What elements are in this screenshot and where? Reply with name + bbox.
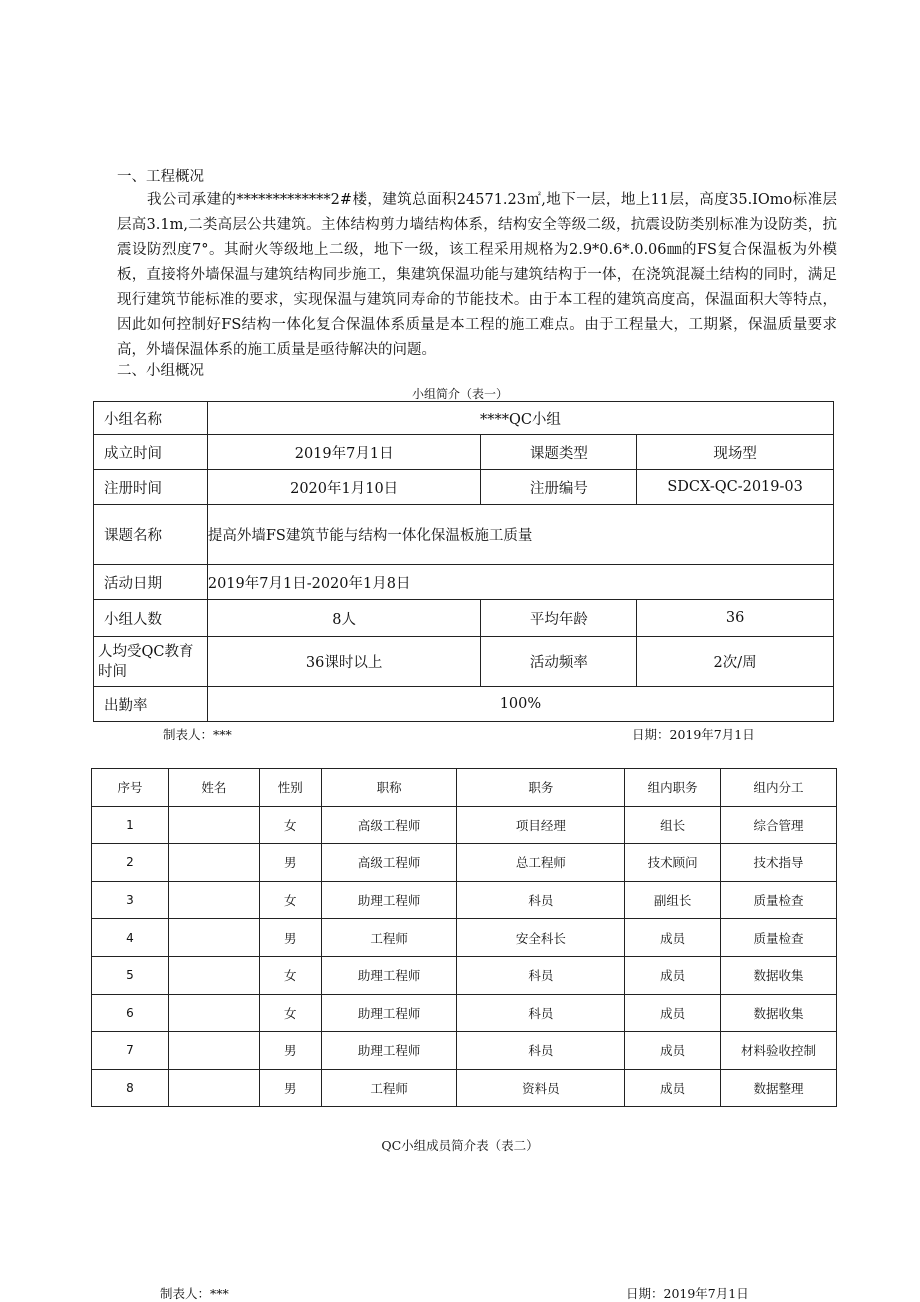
- table-cell: 女: [259, 881, 321, 919]
- table-cell: 5: [92, 956, 169, 994]
- table-cell: 成员: [625, 1032, 721, 1070]
- table2-date: 日期：2019年7月1日: [626, 1286, 749, 1301]
- table-cell: 助理工程师: [321, 881, 457, 919]
- table-cell: 工程师: [321, 1069, 457, 1107]
- column-header: 组内职务: [625, 769, 721, 807]
- column-header: 性别: [259, 769, 321, 807]
- column-header: 姓名: [168, 769, 259, 807]
- table-row: [92, 881, 837, 919]
- activity-date-label: 活动日期: [94, 565, 208, 600]
- table-cell: 6: [92, 994, 169, 1032]
- table-row: [94, 600, 834, 637]
- table-cell: 数据整理: [721, 1069, 837, 1107]
- table1-maker: 制表人：***: [163, 727, 232, 742]
- table-row: [92, 956, 837, 994]
- table-cell: 助理工程师: [321, 1032, 457, 1070]
- edu-value: 36课时以上: [207, 637, 481, 687]
- avg-age-label: 平均年龄: [481, 600, 637, 637]
- table-cell: 科员: [457, 994, 625, 1032]
- table-cell: 成员: [625, 919, 721, 957]
- table-cell: 女: [259, 806, 321, 844]
- table-cell: 副组长: [625, 881, 721, 919]
- table-row: [94, 637, 834, 687]
- table-row: [92, 1069, 837, 1107]
- table-cell: [168, 994, 259, 1032]
- member-table: [91, 768, 837, 1107]
- registered-value: 2020年1月10日: [207, 470, 481, 505]
- column-header: 组内分工: [721, 769, 837, 807]
- group-info-table: [93, 401, 834, 722]
- table-row: [92, 806, 837, 844]
- project-overview-paragraph: 我公司承建的*************2#楼，建筑总面积24571.23㎡,地下一层，地上11层，高度35.IOmo标准层层高3.1m,二类高层公共建筑。主体结构剪力墙结构体系，结构安全等级二级，抗震设防类别标准为设防类，抗震设防烈度7°。其耐火等级地上二级，地下一级，该工程采用规格为2.9*0.6*.0.06㎜的FS复合保温板为外模板，直接将外墙保温与建筑结构同步施工，集建筑保温功能与建筑结构于一体，在浇筑混凝土结构的同时，满足现行建筑节能标准的要求，实现保温与建筑同寿命的节能技术。由于本工程的建筑高度高，保温面积大等特点，因此如何控制好FS结构一体化复合保温体系质量是本工程的施工难点。由于工程量大，工期紧，保温质量要求高，外墙保温体系的施工质量是亟待解决的问题。: [117, 192, 837, 358]
- table-cell: 质量检查: [721, 919, 837, 957]
- table-cell: 组长: [625, 806, 721, 844]
- table-cell: [168, 881, 259, 919]
- members-value: 8人: [207, 600, 481, 637]
- table-cell: [168, 1069, 259, 1107]
- table-cell: 女: [259, 956, 321, 994]
- registered-label: 注册时间: [94, 470, 208, 505]
- table-cell: 高级工程师: [321, 844, 457, 882]
- table-cell: 数据收集: [721, 994, 837, 1032]
- freq-label: 活动频率: [481, 637, 637, 687]
- reg-no-label: 注册编号: [481, 470, 637, 505]
- table-cell: [168, 844, 259, 882]
- table-row: [94, 687, 834, 722]
- table-cell: 男: [259, 919, 321, 957]
- table-cell: [168, 806, 259, 844]
- attendance-value: 100%: [207, 687, 833, 722]
- column-header: 职称: [321, 769, 457, 807]
- table-cell: 技术指导: [721, 844, 837, 882]
- table-cell: 女: [259, 994, 321, 1032]
- table-row: [94, 505, 834, 565]
- table-cell: 数据收集: [721, 956, 837, 994]
- group-name-value: ****QC小组: [207, 402, 833, 435]
- column-header: 职务: [457, 769, 625, 807]
- table-cell: [168, 956, 259, 994]
- table-row: [94, 435, 834, 470]
- table-cell: [168, 919, 259, 957]
- table-cell: 4: [92, 919, 169, 957]
- edu-label: 人均受QC教育时间: [94, 637, 208, 687]
- table-row: [92, 994, 837, 1032]
- founded-label: 成立时间: [94, 435, 208, 470]
- reg-no-value: SDCX-QC-2019-03: [637, 470, 834, 505]
- table-cell: [168, 1032, 259, 1070]
- group-name-label: 小组名称: [94, 402, 208, 435]
- table-header-row: [92, 769, 837, 807]
- members-label: 小组人数: [94, 600, 208, 637]
- avg-age-value: 36: [637, 600, 834, 637]
- table-cell: 材料验收控制: [721, 1032, 837, 1070]
- table-cell: 成员: [625, 956, 721, 994]
- table-row: [92, 844, 837, 882]
- table-cell: 成员: [625, 1069, 721, 1107]
- table-row: [94, 470, 834, 505]
- section2-heading: 二、小组概况: [117, 363, 204, 379]
- table-cell: 男: [259, 844, 321, 882]
- table-cell: 质量检查: [721, 881, 837, 919]
- table-row: [94, 402, 834, 435]
- table-cell: 工程师: [321, 919, 457, 957]
- table-cell: 7: [92, 1032, 169, 1070]
- section1-heading: 一、工程概况: [117, 169, 204, 185]
- founded-value: 2019年7月1日: [207, 435, 481, 470]
- table2-maker: 制表人：***: [160, 1286, 229, 1301]
- table-cell: 成员: [625, 994, 721, 1032]
- table-cell: 2: [92, 844, 169, 882]
- table-cell: 助理工程师: [321, 956, 457, 994]
- table-cell: 8: [92, 1069, 169, 1107]
- topic-type-value: 现场型: [637, 435, 834, 470]
- table-cell: 3: [92, 881, 169, 919]
- table-cell: 综合管理: [721, 806, 837, 844]
- table-cell: 科员: [457, 1032, 625, 1070]
- table-row: [92, 919, 837, 957]
- table-cell: 助理工程师: [321, 994, 457, 1032]
- table-cell: 男: [259, 1069, 321, 1107]
- topic-type-label: 课题类型: [481, 435, 637, 470]
- table-cell: 技术顾问: [625, 844, 721, 882]
- table1-date: 日期：2019年7月1日: [632, 727, 755, 742]
- freq-value: 2次/周: [637, 637, 834, 687]
- table-cell: 高级工程师: [321, 806, 457, 844]
- topic-value: 提高外墙FS建筑节能与结构一体化保温板施工质量: [207, 505, 833, 565]
- table-cell: 资料员: [457, 1069, 625, 1107]
- activity-date-value: 2019年7月1日-2020年1月8日: [207, 565, 833, 600]
- table1-caption: 小组简介（表一）: [411, 387, 508, 401]
- attendance-label: 出勤率: [94, 687, 208, 722]
- topic-label: 课题名称: [94, 505, 208, 565]
- table-cell: 总工程师: [457, 844, 625, 882]
- table-row: [92, 1032, 837, 1070]
- table-cell: 项目经理: [457, 806, 625, 844]
- column-header: 序号: [92, 769, 169, 807]
- table-row: [94, 565, 834, 600]
- table-cell: 男: [259, 1032, 321, 1070]
- table-cell: 科员: [457, 881, 625, 919]
- table-cell: 1: [92, 806, 169, 844]
- table-cell: 科员: [457, 956, 625, 994]
- table-cell: 安全科长: [457, 919, 625, 957]
- table2-caption: QC小组成员简介表（表二）: [381, 1138, 539, 1153]
